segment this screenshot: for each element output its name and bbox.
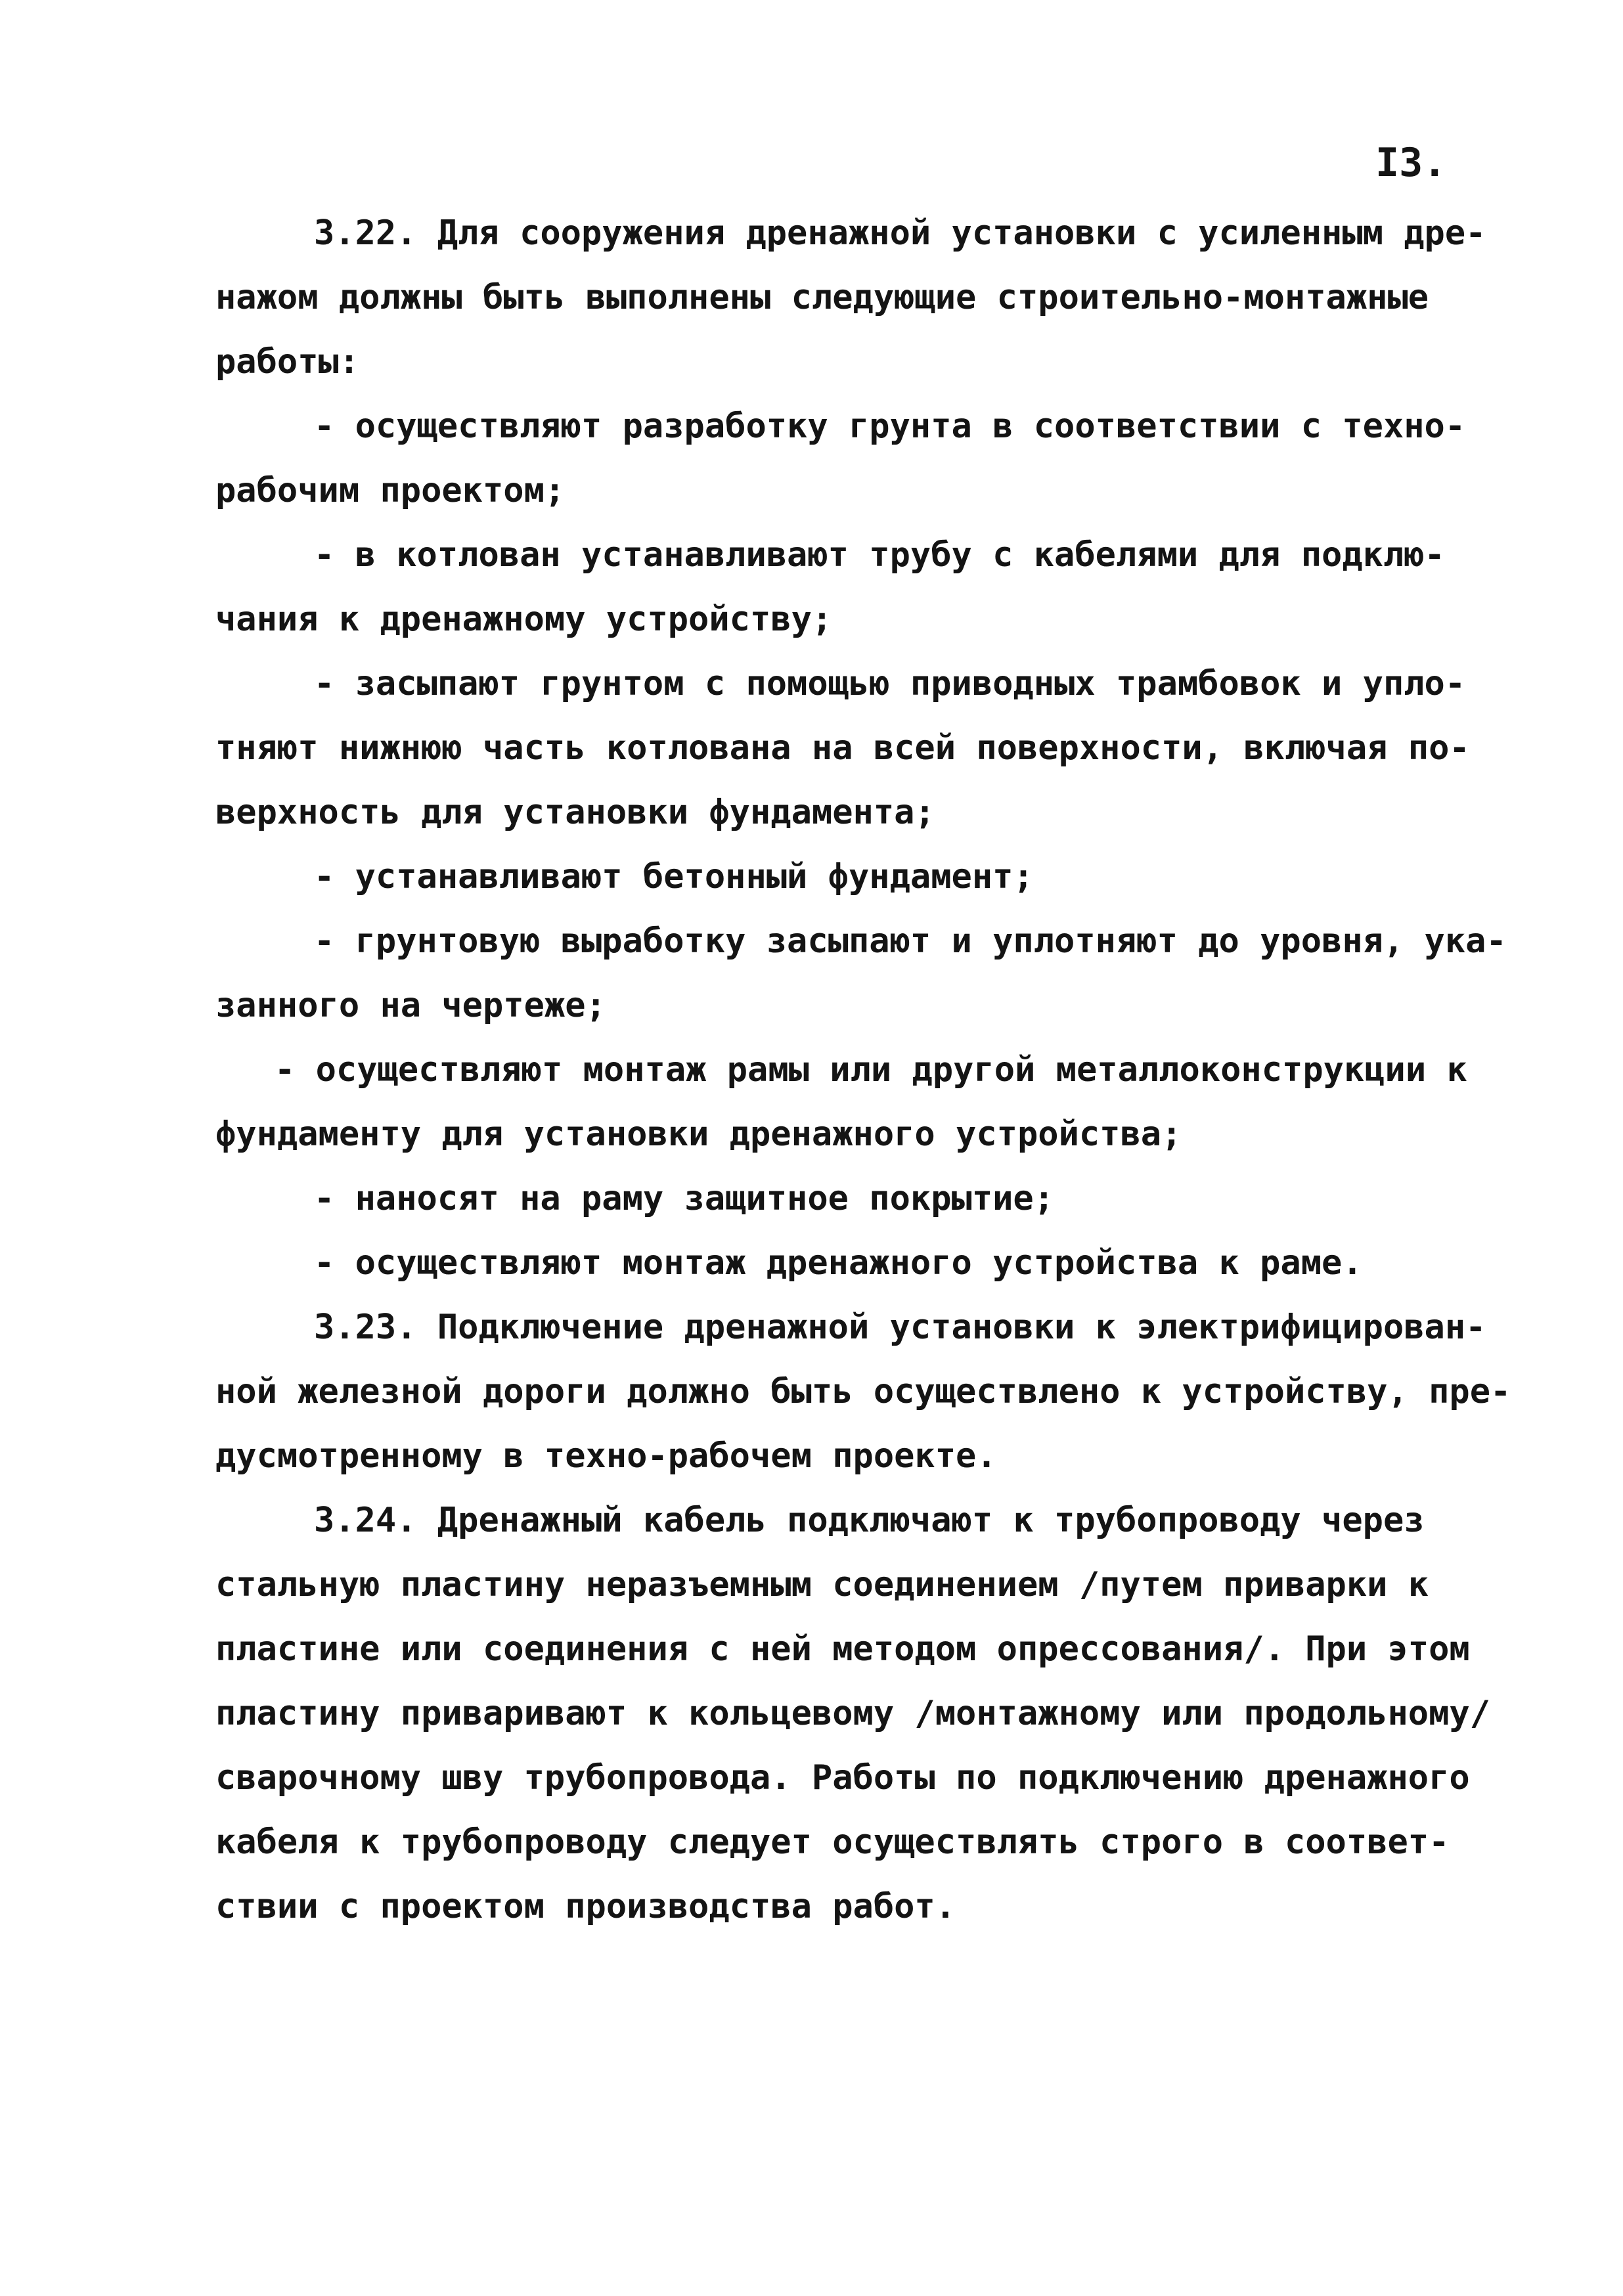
text-line: - засыпают грунтом с помощью приводных трамбовок и упло- bbox=[314, 664, 1466, 703]
page-number: I3. bbox=[1375, 140, 1447, 186]
text-line: занного на чертеже; bbox=[215, 986, 606, 1025]
text-line: - грунтовую выработку засыпают и уплотняют до уровня, ука- bbox=[314, 921, 1507, 961]
text-line: пластине или соединения с ней методом опрессования/. При этом bbox=[215, 1629, 1470, 1669]
text-line: ной железной дороги должно быть осуществлено к устройству, пре- bbox=[215, 1372, 1511, 1411]
text-line: - осуществляют разработку грунта в соответствии с техно- bbox=[314, 407, 1466, 446]
text-line: - в котлован устанавливают трубу с кабелями для подклю- bbox=[314, 535, 1445, 575]
text-line: кабеля к трубопроводу следует осуществлять строго в соответ- bbox=[215, 1822, 1450, 1862]
text-line: 3.22. Для сооружения дренажной установки с усиленным дре- bbox=[314, 213, 1486, 253]
text-line: стальную пластину неразъемным соединением /путем приварки к bbox=[215, 1565, 1429, 1604]
text-line: дусмотренному в техно-рабочем проекте. bbox=[215, 1436, 997, 1476]
text-line: тняют нижнюю часть котлована на всей поверхности, включая по- bbox=[215, 728, 1470, 768]
text-line: 3.24. Дренажный кабель подключают к трубопроводу через bbox=[314, 1501, 1425, 1540]
text-line: чания к дренажному устройству; bbox=[215, 600, 833, 639]
text-line: - осуществляют монтаж дренажного устройства к раме. bbox=[314, 1243, 1363, 1283]
text-line: работы: bbox=[215, 342, 360, 382]
text-line: фундаменту для установки дренажного устройства; bbox=[215, 1115, 1182, 1154]
text-line: - наносят на раму защитное покрытие; bbox=[314, 1179, 1055, 1218]
text-line: пластину приваривают к кольцевому /монтажному или продольному/ bbox=[215, 1694, 1491, 1733]
text-line: - устанавливают бетонный фундамент; bbox=[314, 857, 1034, 896]
text-line: нажом должны быть выполнены следующие строительно-монтажные bbox=[215, 278, 1429, 317]
text-line: ствии с проектом производства работ. bbox=[215, 1887, 956, 1926]
text-line: сварочному шву трубопровода. Работы по подключению дренажного bbox=[215, 1758, 1470, 1798]
text-line: рабочим проектом; bbox=[215, 471, 566, 510]
text-line: - осуществляют монтаж рамы или другой металлоконструкции к bbox=[275, 1050, 1467, 1090]
text-line: 3.23. Подключение дренажной установки к электрифицирован- bbox=[314, 1308, 1486, 1347]
text-line: верхность для установки фундамента; bbox=[215, 793, 935, 832]
